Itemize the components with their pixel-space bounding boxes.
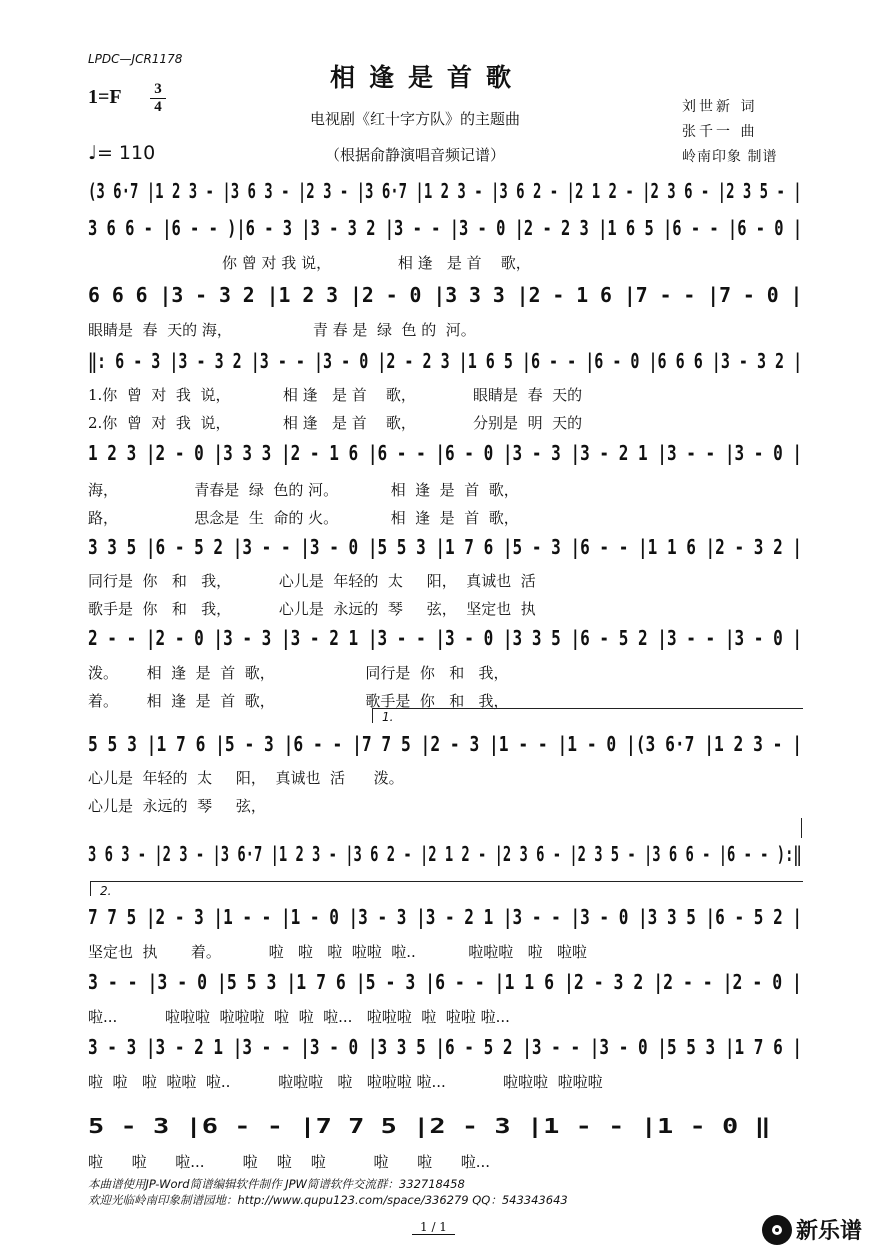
notation-line: ‖: 6 - 3 |3 - 3 2 |3 - - |3 - 0 |2 - 2 3 |1 6 5 |6 - - |6 - 0 |6 6 6 |3 - 3 2 | <box>88 349 803 373</box>
lyric-line: 啦 啦 啦... 啦 啦 啦 啦 啦 啦... <box>88 1153 491 1171</box>
lyric-line: 心儿是 年轻的 太 阳， 真诚也 活 泼。 <box>88 769 404 787</box>
lyric-line: 歌手是 你 和 我， 心儿是 永远的 琴 弦， 坚定也 执 <box>88 600 536 618</box>
lyric-line: 2.你 曾 对 我 说， 相 逢 是 首 歌， 分别是 明 天的 <box>88 414 583 432</box>
lyric-line: 泼。 相 逢 是 首 歌， 同行是 你 和 我， <box>88 664 509 682</box>
volta-bracket-2 <box>90 881 803 896</box>
arranger-credit: 岭南印象 制谱 <box>682 149 778 165</box>
key-signature: 1=F <box>88 86 122 108</box>
transcription-note: （根据俞静演唱音频记谱） <box>325 146 506 164</box>
logo-text: 新乐谱 <box>796 1219 863 1244</box>
time-signature-top: 3 <box>154 81 162 97</box>
notation-line: 3 3 5 |6 - 5 2 |3 - - |3 - 0 |5 5 3 |1 7 6 |5 - 3 |6 - - |1 1 6 |2 - 3 2 | <box>88 535 803 559</box>
composer-credit: 张千一 曲 <box>682 124 758 140</box>
record-icon <box>762 1215 792 1245</box>
lyric-line: 啦... 啦啦啦 啦啦啦 啦 啦 啦... 啦啦啦 啦 啦啦 啦... <box>88 1008 510 1026</box>
subtitle: 电视剧《红十字方队》的主题曲 <box>310 110 521 128</box>
lyric-line: 1.你 曾 对 我 说， 相 逢 是 首 歌， 眼睛是 春 天的 <box>88 386 583 404</box>
lyricist-credit: 刘世新 词 <box>682 99 758 115</box>
notation-line: 5 - 3 |6 - - |7 7 5 |2 - 3 |1 - - |1 - 0 ‖ <box>88 1114 771 1138</box>
time-signature-bottom: 4 <box>154 99 162 115</box>
lyric-line: 坚定也 执 着。 啦 啦 啦 啦啦 啦.. 啦啦啦 啦 啦啦 <box>88 943 587 961</box>
notation-line: 3 6 3 - |2 3 - |3 6·7 |1 2 3 - |3 6 2 - |2 1 2 - |2 3 6 - |2 3 5 - |3 6 6 - |6 - - ):‖ <box>88 842 802 866</box>
volta-bracket-1 <box>372 708 803 723</box>
lyric-line: 同行是 你 和 我， 心儿是 年轻的 太 阳， 真诚也 活 <box>88 572 536 590</box>
lyric-line: 心儿是 永远的 琴 弦， <box>88 797 266 815</box>
notation-line: 3 - 3 |3 - 2 1 |3 - - |3 - 0 |3 3 5 |6 - 5 2 |3 - - |3 - 0 |5 5 3 |1 7 6 | <box>88 1035 803 1059</box>
lyric-line: 啦 啦 啦 啦啦 啦.. 啦啦啦 啦 啦啦啦 啦... 啦啦啦 啦啦啦 <box>88 1073 603 1091</box>
notation-line: (3 6·7 |1 2 3 - |3 6 3 - |2 3 - |3 6·7 |1 2 3 - |3 6 2 - |2 1 2 - |2 3 6 - |2 3 5 - | <box>88 179 802 203</box>
lyric-line: 眼睛是 春 天的 海， 青 春 是 绿 色 的 河。 <box>88 321 476 339</box>
song-title: 相逢是首歌 <box>330 63 526 92</box>
lyric-line: 海， 青春是 绿 色的 河。 相 逢 是 首 歌， <box>88 481 519 499</box>
volta-label-1: 1. <box>382 710 394 724</box>
notation-line: 7 7 5 |2 - 3 |1 - - |1 - 0 |3 - 3 |3 - 2 1 |3 - - |3 - 0 |3 3 5 |6 - 5 2 | <box>88 905 803 929</box>
footer-software-line: 本曲谱使用JP-Word简谱编辑软件制作 JPW简谱软件交流群：332718458 <box>88 1177 465 1191</box>
notation-line: 5 5 3 |1 7 6 |5 - 3 |6 - - |7 7 5 |2 - 3 |1 - - |1 - 0 |(3 6·7 |1 2 3 - | <box>88 732 802 756</box>
lyric-line: 你 曾 对 我 说， 相 逢 是 首 歌， <box>222 254 531 272</box>
notation-line: 2 - - |2 - 0 |3 - 3 |3 - 2 1 |3 - - |3 - 0 |3 3 5 |6 - 5 2 |3 - - |3 - 0 | <box>88 626 803 650</box>
notation-line: 3 6 6 - |6 - - )|6 - 3 |3 - 3 2 |3 - - |3 - 0 |2 - 2 3 |1 6 5 |6 - - |6 - 0 | <box>88 216 803 240</box>
tempo-marking: ♩= 110 <box>88 142 156 164</box>
notation-line: 3 - - |3 - 0 |5 5 3 |1 7 6 |5 - 3 |6 - - |1 1 6 |2 - 3 2 |2 - - |2 - 0 | <box>88 970 802 994</box>
page-number <box>412 1220 455 1234</box>
volta-end-line <box>801 818 802 838</box>
notation-line: 1 2 3 |2 - 0 |3 3 3 |2 - 1 6 |6 - - |6 - 0 |3 - 3 |3 - 2 1 |3 - - |3 - 0 | <box>88 441 803 465</box>
footer-website-line: 欢迎光临岭南印象制谱园地：http://www.qupu123.com/space/336279 QQ：543343643 <box>88 1193 568 1207</box>
notation-line: 6 6 6 |3 - 3 2 |1 2 3 |2 - 0 |3 3 3 |2 - 1 6 |7 - - |7 - 0 | <box>88 283 803 307</box>
lyric-line: 路， 思念是 生 命的 火。 相 逢 是 首 歌， <box>88 509 519 527</box>
lyric-line: 着。 相 逢 是 首 歌， 歌手是 你 和 我， <box>88 692 509 710</box>
score-code: LPDC—JCR1178 <box>88 52 183 66</box>
time-signature <box>150 82 166 115</box>
page-number-text: 1 / 1 <box>412 1220 455 1235</box>
site-logo <box>762 1214 862 1245</box>
volta-label-2: 2. <box>100 884 112 898</box>
